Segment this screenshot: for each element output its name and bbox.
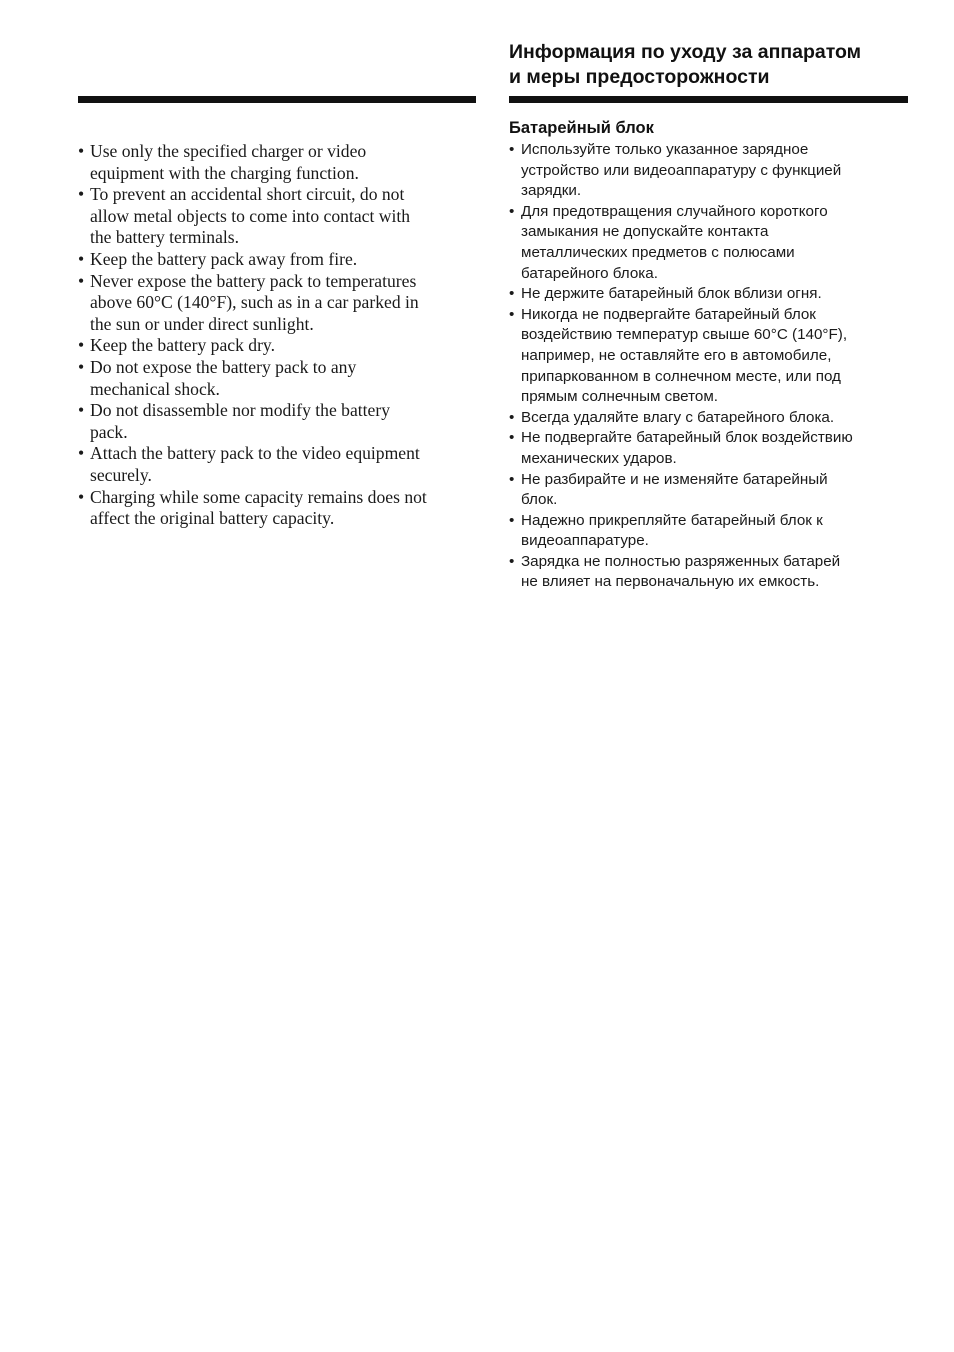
bullet-icon: • [509,141,515,158]
en-bullet-line: the sun or under direct sunlight. [90,313,314,334]
en-bullet-line: Keep the battery pack dry. [90,335,275,356]
en-bullet-line: Keep the battery pack away from fire. [90,248,358,269]
bullet-icon: • [509,552,515,570]
en-bullet-line: Do not expose the battery pack to any [90,356,357,377]
bullet-icon: • [509,470,515,488]
ru-bullet-item [509,305,919,408]
ru-bullet-line: Не держите батарейный блок вблизи огня. [521,285,822,303]
en-bullet-item [78,184,480,249]
ru-bullet-item [509,552,919,593]
en-bullet-item [78,443,480,486]
ru-bullet-item [509,428,919,469]
ru-bullet-line: Надежно прикрепляйте батарейный блок к [521,511,823,529]
ru-bullet-line: Не подвергайте батарейный блок воздействию [521,429,853,447]
en-bullet-line: Never expose the battery pack to temperatures [90,270,417,291]
bullet-icon: • [509,408,515,426]
ru-bullet-line: воздействию температур свыше 60°С (140°F), [521,326,848,344]
en-bullet-line: Use only the specified charger or video [90,141,367,161]
ru-bullet-line: Для предотвращения случайного короткого [521,202,828,220]
english-bullet-list [78,141,480,530]
section-rule-right [509,96,908,103]
ru-bullet-line: блок. [521,491,558,509]
bullet-icon: • [78,248,85,269]
ru-bullet-line: не влияет на первоначальную их емкость. [521,573,820,591]
en-bullet-line: equipment with the charging function. [90,162,359,183]
en-bullet-item [78,335,480,357]
en-bullet-item [78,400,480,443]
ru-bullet-line: прямым солнечным светом. [521,388,719,406]
section-rule-left [78,96,476,103]
en-bullet-line: mechanical shock. [90,378,220,399]
ru-bullet-line: Используйте только указанное зарядное [521,141,809,158]
page-title-line: Информация по уходу за аппаратом [509,41,862,63]
en-bullet-line: pack. [90,421,128,442]
ru-bullet-item [509,284,919,305]
ru-bullet-line: металлических предметов с полюсами [521,243,795,261]
ru-bullet-line: зарядки. [521,182,582,200]
ru-bullet-item [509,202,919,284]
en-bullet-line: securely. [90,464,152,485]
ru-bullet-item [509,140,919,202]
en-bullet-line: Charging while some capacity remains does not [90,486,427,507]
ru-bullet-line: механических ударов. [521,449,677,467]
ru-bullet-line: замыкания не допускайте контакта [521,223,769,241]
en-bullet-line: allow metal objects to come into contact with [90,205,411,226]
bullet-icon: • [78,443,85,464]
en-bullet-line: To prevent an accidental short circuit, do not [90,184,405,205]
en-bullet-line: above 60°C (140°F), such as in a car parked in [90,292,419,313]
ru-bullet-item [509,511,919,552]
en-bullet-item [78,249,480,271]
page-title-line: и меры предосторожности [509,66,770,88]
ru-bullet-line: Никогда не подвергайте батарейный блок [521,305,816,323]
en-bullet-item [78,271,480,336]
ru-bullet-line: припаркованном в солнечном месте, или под [521,367,841,385]
ru-bullet-item [509,408,919,429]
bullet-icon: • [78,486,85,507]
bullet-icon: • [78,270,85,291]
bullet-icon: • [78,335,85,356]
en-bullet-item [78,487,480,530]
ru-bullet-line: батарейного блока. [521,264,658,282]
en-bullet-line: the battery terminals. [90,227,240,248]
page-title [509,40,929,90]
bullet-icon: • [78,184,85,205]
ru-bullet-line: Всегда удаляйте влагу с батарейного блока. [521,408,835,426]
ru-bullet-item [509,470,919,511]
bullet-icon: • [78,141,85,161]
bullet-icon: • [509,511,515,529]
bullet-icon: • [78,400,85,421]
en-bullet-line: affect the original battery capacity. [90,508,335,529]
ru-bullet-line: Зарядка не полностью разряженных батарей [521,552,841,570]
russian-bullet-list [509,140,919,593]
en-bullet-line: Attach the battery pack to the video equipment [90,443,420,464]
ru-bullet-line: видеоаппаратуре. [521,532,649,550]
bullet-icon: • [78,356,85,377]
ru-bullet-line: например, не оставляйте его в автомобиле, [521,346,832,364]
bullet-icon: • [509,305,515,323]
ru-bullet-line: устройство или видеоаппаратуру с функцией [521,161,842,179]
bullet-icon: • [509,285,515,303]
en-bullet-item [78,141,480,184]
section-subtitle: Батарейный блок [509,119,654,137]
bullet-icon: • [509,429,515,447]
bullet-icon: • [509,202,515,220]
en-bullet-item [78,357,480,400]
ru-bullet-line: Не разбирайте и не изменяйте батарейный [521,470,828,488]
en-bullet-line: Do not disassemble nor modify the battery [90,400,391,421]
